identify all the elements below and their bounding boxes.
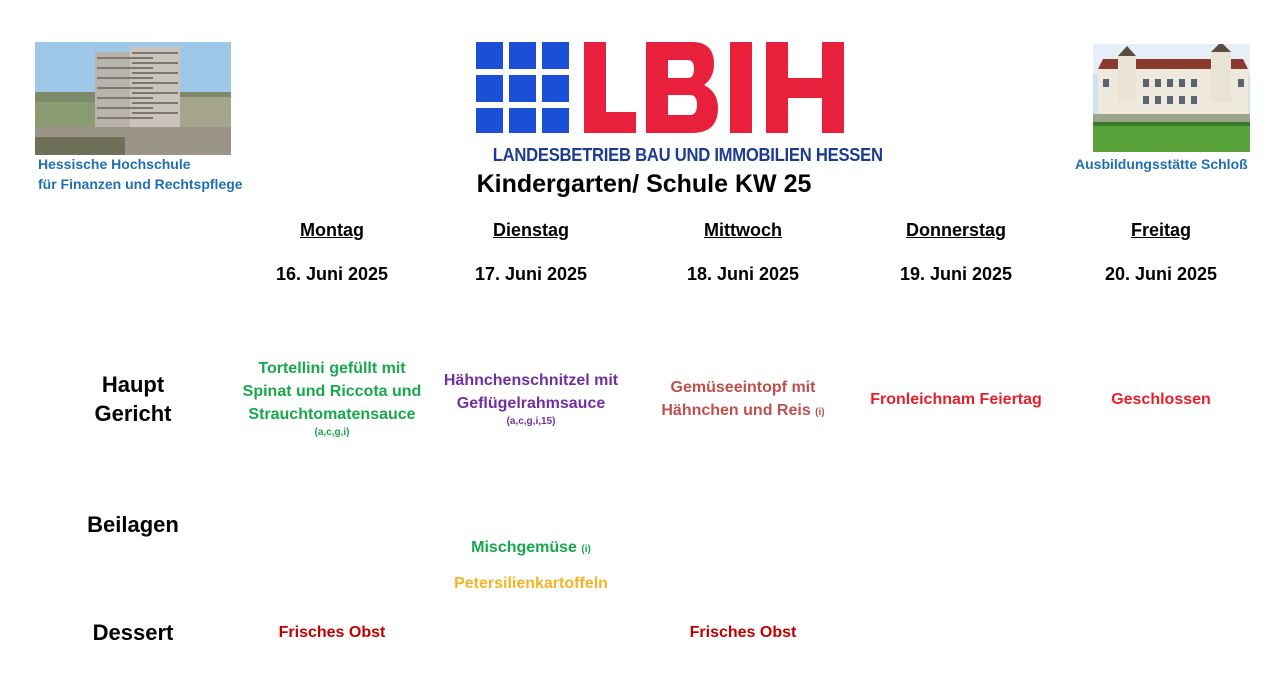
row-label-main-line1: Haupt	[101, 372, 165, 397]
schloss-photo	[1093, 44, 1250, 152]
day-name-friday: Freitag	[1130, 220, 1191, 240]
main-dish-tuesday	[426, 369, 636, 429]
day-name-thursday: Donnerstag	[905, 220, 1006, 240]
main-dish-wednesday	[638, 376, 848, 424]
date-wednesday: 18. Juni 2025	[686, 264, 800, 284]
row-label-sides: Beilagen	[87, 512, 179, 537]
left-caption	[38, 154, 243, 194]
main-dish-wednesday-allergens: (i)	[815, 407, 825, 418]
hochschule-photo	[35, 42, 231, 155]
date-friday: 20. Juni 2025	[1104, 264, 1218, 284]
row-label-dessert: Dessert	[92, 620, 174, 645]
side-dish-tuesday-1	[426, 536, 636, 561]
main-dish-monday	[227, 357, 437, 440]
main-dish-friday: Geschlossen	[1111, 391, 1211, 408]
logo-subtitle: LANDESBETRIEB BAU UND IMMOBILIEN HESSEN	[492, 144, 883, 165]
dessert-monday: Frisches Obst	[278, 624, 386, 641]
main-dish-tuesday-line2: Geflügelrahmsauce	[456, 395, 606, 412]
right-caption: Ausbildungsstätte Schloß	[1075, 156, 1248, 172]
main-dish-monday-line2: Spinat und Riccota und	[242, 383, 422, 400]
side-dish-tuesday-2: Petersilienkartoffeln	[454, 575, 608, 592]
left-caption-line2: für Finanzen und Rechtspflege	[38, 176, 243, 192]
date-thursday: 19. Juni 2025	[899, 264, 1013, 284]
day-name-monday: Montag	[300, 220, 364, 240]
main-dish-thursday: Fronleichnam Feiertag	[870, 391, 1042, 408]
main-dish-monday-line1: Tortellini gefüllt mit	[258, 360, 406, 377]
main-dish-monday-allergens: (a,c,g,i)	[314, 427, 350, 438]
side-dish-tuesday-1-allergens: (i)	[581, 544, 591, 555]
left-caption-line1: Hessische Hochschule	[38, 156, 191, 172]
main-dish-tuesday-allergens: (a,c,g,i,15)	[506, 416, 556, 427]
row-label-main	[68, 370, 198, 428]
main-dish-monday-line3: Strauchtomatensauce	[248, 406, 416, 423]
date-tuesday: 17. Juni 2025	[474, 264, 588, 284]
side-dish-tuesday-1-label: Mischgemüse	[471, 539, 577, 556]
page-title: Kindergarten/ Schule KW 25	[476, 170, 812, 198]
dessert-wednesday: Frisches Obst	[689, 624, 797, 641]
date-monday: 16. Juni 2025	[275, 264, 389, 284]
day-name-wednesday: Mittwoch	[704, 220, 782, 240]
day-name-tuesday: Dienstag	[492, 220, 570, 240]
row-label-main-line2: Gericht	[94, 401, 172, 426]
main-dish-wednesday-line2: Hähnchen und Reis	[661, 402, 811, 419]
main-dish-wednesday-line1: Gemüseeintopf mit	[670, 379, 816, 396]
main-dish-tuesday-line1: Hähnchenschnitzel mit	[443, 372, 619, 389]
